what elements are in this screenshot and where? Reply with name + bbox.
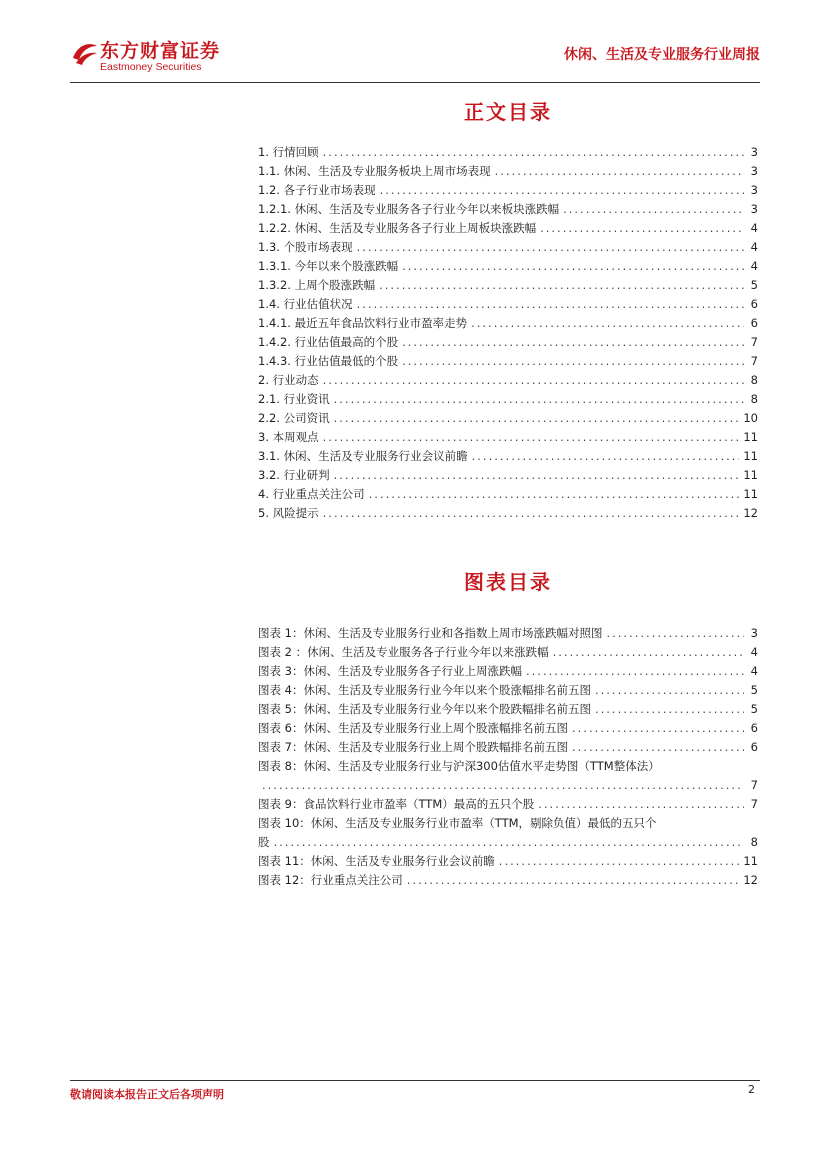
dot-leader	[380, 181, 744, 200]
toc-entry[interactable]	[258, 276, 758, 295]
toc-entry-page: 4	[750, 240, 758, 254]
toc-entry[interactable]	[258, 466, 758, 485]
figure-entry-label: 图表 7：休闲、生活及专业服务行业上周个股跌幅排名前五图	[258, 740, 568, 754]
toc-entry-page: 6	[750, 297, 758, 311]
toc-text-title: 正文目录	[464, 100, 552, 124]
figure-entry-label: 图表 1：休闲、生活及专业服务行业和各指数上周市场涨跌幅对照图	[258, 626, 603, 640]
figure-entry-page: 6	[750, 740, 758, 754]
figure-entry[interactable]	[258, 662, 758, 681]
toc-entry-page: 4	[750, 221, 758, 235]
dot-leader	[402, 333, 744, 352]
toc-entry-label: 5. 风险提示	[258, 506, 319, 520]
figure-entry-page: 8	[750, 835, 758, 849]
page-number: 2	[748, 1083, 755, 1096]
toc-entry-label: 2. 行业动态	[258, 373, 319, 387]
toc-entry-label: 1.3. 个股市场表现	[258, 240, 353, 254]
toc-entry[interactable]	[258, 314, 758, 333]
dot-leader	[572, 719, 744, 738]
dot-leader	[402, 257, 744, 276]
toc-entry[interactable]	[258, 371, 758, 390]
dot-leader	[323, 428, 740, 447]
toc-entry[interactable]	[258, 162, 758, 181]
figure-entry[interactable]	[258, 643, 758, 662]
dot-leader	[606, 624, 744, 643]
figure-entry-label: 图表 11：休闲、生活及专业服务行业会议前瞻	[258, 854, 495, 868]
eastmoney-logo-icon	[70, 38, 100, 68]
figure-entry-page: 7	[750, 778, 758, 792]
toc-entry-label: 1.4.1. 最近五年食品饮料行业市盈率走势	[258, 316, 468, 330]
figure-entry-label: 图表 5：休闲、生活及专业服务行业今年以来个股跌幅排名前五图	[258, 702, 591, 716]
toc-entry-page: 4	[750, 259, 758, 273]
toc-entry-page: 3	[750, 183, 758, 197]
figure-entry-label: 图表 8：休闲、生活及专业服务行业与沪深300估值水平走势图（TTM整体法）	[258, 759, 660, 773]
figure-entry-page: 3	[750, 626, 758, 640]
toc-entry-page: 7	[750, 354, 758, 368]
dot-leader	[369, 485, 740, 504]
figure-entry-page: 12	[743, 873, 758, 887]
toc-entry[interactable]	[258, 238, 758, 257]
figure-entry[interactable]	[258, 852, 758, 871]
figure-entry-label: 图表 2 ：休闲、生活及专业服务各子行业今年以来涨跌幅	[258, 645, 549, 659]
toc-entry[interactable]	[258, 295, 758, 314]
figure-entry[interactable]	[258, 624, 758, 643]
dot-leader	[334, 409, 740, 428]
figure-entry-label: 图表 9：食品饮料行业市盈率（TTM）最高的五只个股	[258, 797, 535, 811]
toc-entry-label: 1.4.2. 行业估值最高的个股	[258, 335, 399, 349]
toc-entry-page: 12	[743, 506, 758, 520]
toc-entry-page: 11	[743, 430, 758, 444]
figure-entry[interactable]	[258, 681, 758, 700]
dot-leader	[495, 162, 744, 181]
figure-entry-label: 图表 6：休闲、生活及专业服务行业上周个股涨幅排名前五图	[258, 721, 568, 735]
toc-entry-page: 11	[743, 468, 758, 482]
figure-entry-continuation	[258, 833, 758, 852]
toc-entry-label: 1.4. 行业估值状况	[258, 297, 353, 311]
dot-leader	[323, 504, 740, 523]
toc-figures-title: 图表目录	[464, 570, 552, 594]
toc-entry[interactable]	[258, 390, 758, 409]
figure-entry-page: 5	[750, 702, 758, 716]
dot-leader	[553, 643, 744, 662]
page-header	[70, 34, 760, 82]
dot-leader	[538, 795, 744, 814]
toc-entry-label: 3.1. 休闲、生活及专业服务行业会议前瞻	[258, 449, 468, 463]
toc-entry[interactable]	[258, 504, 758, 523]
figure-entry[interactable]	[258, 700, 758, 719]
toc-entry[interactable]	[258, 409, 758, 428]
toc-entry-label: 2.1. 行业资讯	[258, 392, 330, 406]
logo-text-cn: 东方财富证券	[100, 40, 221, 62]
toc-entry[interactable]	[258, 143, 758, 162]
toc-entry[interactable]	[258, 257, 758, 276]
dot-leader	[499, 852, 740, 871]
toc-entry[interactable]	[258, 428, 758, 447]
company-logo	[70, 36, 240, 78]
toc-entry[interactable]	[258, 352, 758, 371]
dot-leader	[357, 238, 744, 257]
toc-entry[interactable]	[258, 447, 758, 466]
dot-leader	[540, 219, 744, 238]
figure-entry-label-cont: 股	[258, 835, 270, 849]
toc-entry[interactable]	[258, 333, 758, 352]
dot-leader	[402, 352, 744, 371]
toc-entry-label: 2.2. 公司资讯	[258, 411, 330, 425]
toc-entry-page: 8	[750, 392, 758, 406]
figure-entry-label: 图表 10：休闲、生活及专业服务行业市盈率（TTM，剔除负值）最低的五只个	[258, 816, 657, 830]
toc-entry-label: 1.2.2. 休闲、生活及专业服务各子行业上周板块涨跌幅	[258, 221, 537, 235]
figure-entry-label: 图表 12：行业重点关注公司	[258, 873, 403, 887]
toc-figures-list	[258, 624, 758, 890]
figure-entry[interactable]	[258, 738, 758, 757]
toc-entry-page: 7	[750, 335, 758, 349]
dot-leader	[357, 295, 744, 314]
figure-entry-label: 图表 3：休闲、生活及专业服务各子行业上周涨跌幅	[258, 664, 522, 678]
dot-leader	[262, 776, 744, 795]
toc-entry[interactable]	[258, 485, 758, 504]
figure-entry-label: 图表 4：休闲、生活及专业服务行业今年以来个股涨幅排名前五图	[258, 683, 591, 697]
toc-entry[interactable]	[258, 219, 758, 238]
toc-entry[interactable]	[258, 181, 758, 200]
dot-leader	[407, 871, 740, 890]
dot-leader	[334, 390, 744, 409]
toc-entry-label: 1.3.1. 今年以来个股涨跌幅	[258, 259, 399, 273]
figure-entry[interactable]	[258, 719, 758, 738]
dot-leader	[526, 662, 744, 681]
dot-leader	[595, 700, 744, 719]
report-title: 休闲、生活及专业服务行业周报	[564, 47, 760, 63]
figure-entry-page: 4	[750, 645, 758, 659]
toc-entry-label: 3.2. 行业研判	[258, 468, 330, 482]
dot-leader	[323, 143, 744, 162]
toc-entry-page: 3	[750, 145, 758, 159]
toc-entry-label: 1.4.3. 行业估值最低的个股	[258, 354, 399, 368]
figure-entry-multiline[interactable]	[258, 814, 758, 852]
disclaimer-note: 敬请阅读本报告正文后各项声明	[70, 1088, 224, 1101]
toc-entry-label: 4. 行业重点关注公司	[258, 487, 365, 501]
dot-leader	[563, 200, 744, 219]
figure-entry-continuation	[258, 776, 758, 795]
toc-entry-page: 10	[743, 411, 758, 425]
toc-entry-label: 1. 行情回顾	[258, 145, 319, 159]
logo-text-en: Eastmoney Securities	[100, 61, 202, 73]
dot-leader	[274, 833, 745, 852]
toc-entry-page: 11	[743, 487, 758, 501]
figure-entry-page: 7	[750, 797, 758, 811]
toc-entry-page: 3	[750, 202, 758, 216]
toc-entry-label: 3. 本周观点	[258, 430, 319, 444]
toc-entry-label: 1.3.2. 上周个股涨跌幅	[258, 278, 376, 292]
figure-entry-page: 5	[750, 683, 758, 697]
dot-leader	[595, 681, 744, 700]
figure-entry[interactable]	[258, 795, 758, 814]
dot-leader	[323, 371, 744, 390]
toc-text-list	[258, 143, 758, 523]
toc-entry-label: 1.2. 各子行业市场表现	[258, 183, 376, 197]
figure-entry-page: 6	[750, 721, 758, 735]
toc-entry[interactable]	[258, 200, 758, 219]
toc-entry-page: 11	[743, 449, 758, 463]
footer-divider	[70, 1080, 760, 1081]
toc-entry-label: 1.1. 休闲、生活及专业服务板块上周市场表现	[258, 164, 491, 178]
dot-leader	[471, 314, 744, 333]
dot-leader	[334, 466, 740, 485]
dot-leader	[472, 447, 740, 466]
figure-entry-multiline[interactable]	[258, 757, 758, 795]
dot-leader	[379, 276, 744, 295]
figure-entry-page: 4	[750, 664, 758, 678]
dot-leader	[572, 738, 744, 757]
toc-entry-page: 6	[750, 316, 758, 330]
header-divider	[70, 82, 760, 83]
toc-entry-page: 8	[750, 373, 758, 387]
figure-entry[interactable]	[258, 871, 758, 890]
toc-entry-page: 5	[750, 278, 758, 292]
toc-entry-page: 3	[750, 164, 758, 178]
toc-entry-label: 1.2.1. 休闲、生活及专业服务各子行业今年以来板块涨跌幅	[258, 202, 560, 216]
figure-entry-page: 11	[743, 854, 758, 868]
